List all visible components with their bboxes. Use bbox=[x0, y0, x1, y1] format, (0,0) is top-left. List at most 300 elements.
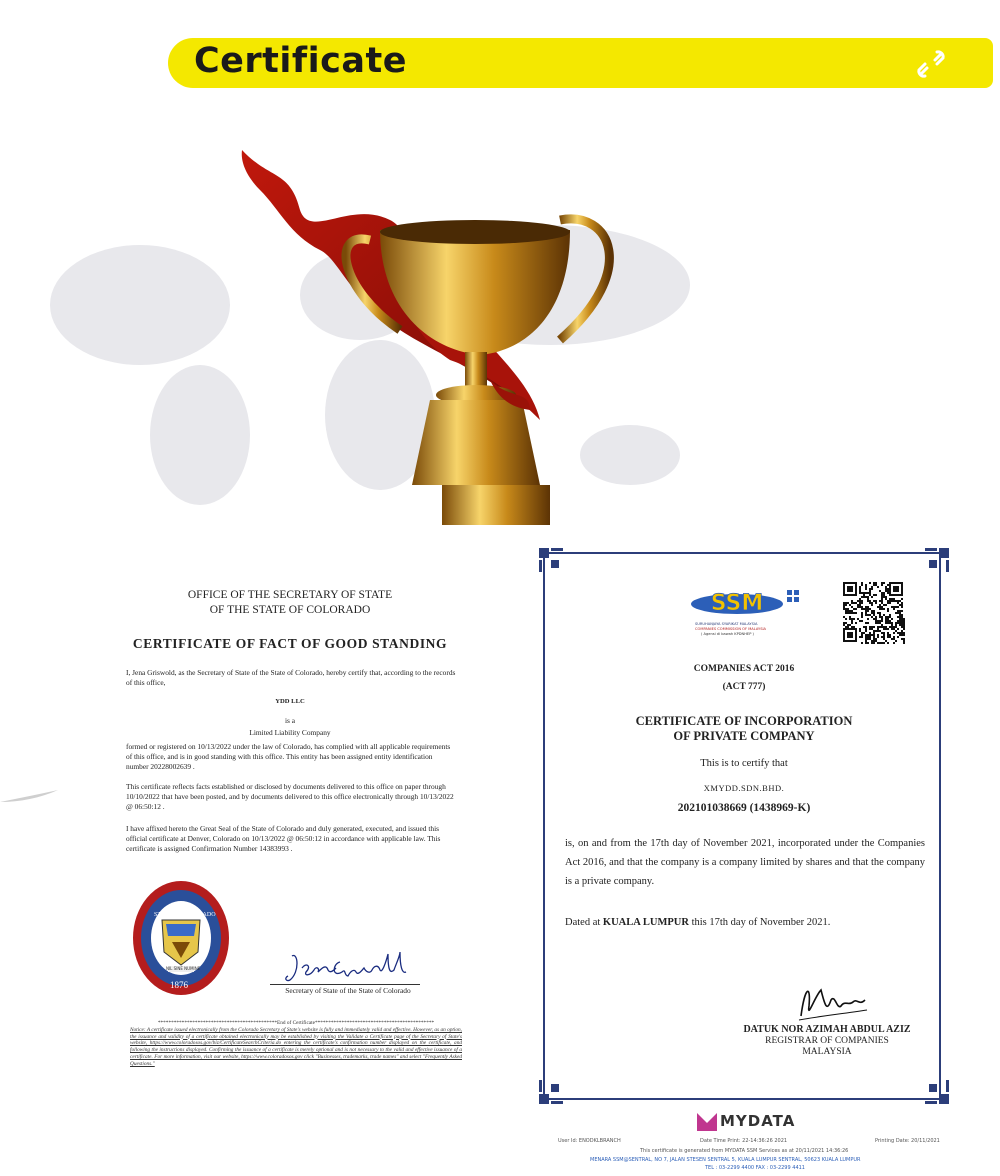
qr-module bbox=[879, 600, 881, 602]
qr-module bbox=[845, 608, 847, 610]
qr-module bbox=[851, 634, 853, 636]
qr-module bbox=[859, 604, 861, 606]
qr-module bbox=[875, 618, 877, 620]
qr-module bbox=[861, 612, 863, 614]
qr-module bbox=[895, 626, 897, 628]
qr-module bbox=[851, 610, 853, 612]
certificate-title-1: CERTIFICATE OF INCORPORATION bbox=[635, 714, 853, 728]
qr-module bbox=[861, 616, 863, 618]
qr-module bbox=[901, 618, 903, 620]
qr-module bbox=[865, 592, 867, 594]
qr-module bbox=[887, 642, 889, 644]
dated-prefix: Dated at bbox=[565, 917, 603, 928]
qr-module bbox=[843, 602, 845, 604]
qr-module bbox=[843, 588, 845, 590]
ssm-subtitle-2: COMPANIES COMMISSION OF MALAYSIA bbox=[695, 627, 767, 631]
qr-module bbox=[843, 594, 845, 596]
qr-module bbox=[865, 640, 867, 642]
qr-module bbox=[879, 590, 881, 592]
qr-module bbox=[889, 614, 891, 616]
qr-module bbox=[901, 582, 903, 584]
qr-module bbox=[865, 596, 867, 598]
corner-ornament bbox=[537, 546, 565, 574]
qr-module bbox=[899, 604, 901, 606]
qr-module bbox=[901, 592, 903, 594]
qr-module bbox=[897, 616, 899, 618]
qr-module bbox=[901, 586, 903, 588]
qr-module bbox=[869, 626, 871, 628]
qr-module bbox=[865, 636, 867, 638]
qr-module bbox=[897, 600, 899, 602]
qr-module bbox=[891, 582, 893, 584]
qr-module bbox=[887, 618, 889, 620]
qr-module bbox=[891, 594, 893, 596]
qr-module bbox=[871, 616, 873, 618]
qr-module bbox=[873, 638, 875, 640]
qr-module bbox=[899, 624, 901, 626]
qr-module bbox=[903, 628, 905, 630]
qr-module bbox=[883, 634, 885, 636]
qr-module bbox=[887, 616, 889, 618]
qr-module bbox=[855, 594, 857, 596]
qr-module bbox=[851, 590, 853, 592]
qr-module bbox=[895, 600, 897, 602]
qr-module bbox=[901, 614, 903, 616]
qr-module bbox=[883, 626, 885, 628]
qr-module bbox=[861, 636, 863, 638]
qr-module bbox=[891, 626, 893, 628]
qr-module bbox=[873, 636, 875, 638]
qr-module bbox=[881, 620, 883, 622]
qr-module bbox=[893, 586, 895, 588]
qr-module bbox=[869, 608, 871, 610]
qr-module bbox=[855, 630, 857, 632]
qr-module bbox=[885, 620, 887, 622]
qr-module bbox=[855, 638, 857, 640]
mydata-logo-icon bbox=[697, 1113, 717, 1131]
qr-module bbox=[881, 632, 883, 634]
qr-module bbox=[847, 590, 849, 592]
qr-module bbox=[897, 632, 899, 634]
qr-module bbox=[869, 614, 871, 616]
qr-module bbox=[867, 614, 869, 616]
qr-module bbox=[885, 598, 887, 600]
qr-module bbox=[845, 610, 847, 612]
qr-module bbox=[851, 582, 853, 584]
qr-module bbox=[869, 600, 871, 602]
qr-module bbox=[859, 606, 861, 608]
qr-module bbox=[845, 594, 847, 596]
qr-module bbox=[851, 622, 853, 624]
act-number: (ACT 777) bbox=[722, 682, 766, 692]
qr-module bbox=[889, 586, 891, 588]
qr-module bbox=[897, 610, 899, 612]
qr-module bbox=[843, 582, 845, 584]
qr-module bbox=[867, 600, 869, 602]
intro-text: I, Jena Griswold, as the Secretary of State of the State of Colorado, hereby certify that, according to the records of this office, bbox=[126, 668, 456, 687]
qr-module bbox=[891, 628, 893, 630]
colorado-certificate bbox=[110, 580, 470, 1080]
qr-module bbox=[897, 606, 899, 608]
qr-module bbox=[847, 626, 849, 628]
company-name: XMYDD.SDN.BHD. bbox=[703, 783, 785, 793]
qr-module bbox=[883, 592, 885, 594]
qr-module bbox=[859, 588, 861, 590]
qr-module bbox=[855, 582, 857, 584]
qr-module bbox=[897, 628, 899, 630]
qr-module bbox=[879, 642, 881, 644]
qr-module bbox=[895, 640, 897, 642]
qr-module bbox=[863, 608, 865, 610]
qr-module bbox=[877, 626, 879, 628]
qr-module bbox=[879, 608, 881, 610]
qr-module bbox=[877, 622, 879, 624]
qr-module bbox=[885, 604, 887, 606]
qr-module bbox=[871, 626, 873, 628]
qr-module bbox=[853, 594, 855, 596]
qr-module bbox=[865, 588, 867, 590]
paragraph-3: I have affixed hereto the Great Seal of the State of Colorado and duly generated, executed, and issued this official certificate at Denver, Colorado on 10/13/2022 @ 06:50:12 in accordance with applicable law. This certificate is assigned Confirmation Number 14383993 . bbox=[126, 824, 441, 853]
qr-module bbox=[889, 636, 891, 638]
qr-module bbox=[877, 628, 879, 630]
qr-module bbox=[891, 600, 893, 602]
qr-module bbox=[847, 640, 849, 642]
qr-module bbox=[867, 608, 869, 610]
qr-module bbox=[843, 638, 845, 640]
qr-module bbox=[879, 612, 881, 614]
qr-module bbox=[899, 616, 901, 618]
qr-module bbox=[899, 622, 901, 624]
qr-module bbox=[897, 588, 899, 590]
registrar-name: DATUK NOR AZIMAH ABDUL AZIZ bbox=[743, 1024, 911, 1035]
qr-module bbox=[869, 582, 871, 584]
qr-module bbox=[893, 608, 895, 610]
qr-module bbox=[867, 636, 869, 638]
qr-module bbox=[851, 586, 853, 588]
qr-module bbox=[887, 590, 889, 592]
qr-module bbox=[873, 600, 875, 602]
qr-module bbox=[901, 602, 903, 604]
colorado-seal bbox=[132, 880, 230, 996]
qr-module bbox=[861, 632, 863, 634]
certificate-title-2: OF PRIVATE COMPANY bbox=[673, 729, 815, 743]
qr-module bbox=[885, 586, 887, 588]
qr-module bbox=[847, 624, 849, 626]
qr-module bbox=[849, 616, 851, 618]
qr-module bbox=[881, 608, 883, 610]
mydata-logo: MYDATA bbox=[720, 1112, 796, 1130]
qr-module bbox=[887, 636, 889, 638]
qr-module bbox=[901, 606, 903, 608]
qr-module bbox=[873, 618, 875, 620]
corner-ornament bbox=[537, 1078, 565, 1106]
qr-module bbox=[903, 634, 905, 636]
qr-module bbox=[901, 584, 903, 586]
dated-line bbox=[565, 913, 925, 932]
qr-module bbox=[901, 590, 903, 592]
qr-module bbox=[901, 594, 903, 596]
qr-module bbox=[865, 634, 867, 636]
qr-module bbox=[843, 636, 845, 638]
qr-module bbox=[867, 638, 869, 640]
trophy-image bbox=[230, 140, 650, 525]
qr-module bbox=[857, 606, 859, 608]
qr-code[interactable] bbox=[843, 582, 905, 644]
qr-module bbox=[893, 636, 895, 638]
qr-module bbox=[889, 602, 891, 604]
qr-module bbox=[895, 588, 897, 590]
qr-module bbox=[893, 582, 895, 584]
qr-module bbox=[849, 594, 851, 596]
qr-module bbox=[875, 638, 877, 640]
qr-module bbox=[873, 610, 875, 612]
qr-module bbox=[901, 610, 903, 612]
qr-module bbox=[875, 622, 877, 624]
qr-module bbox=[887, 628, 889, 630]
qr-module bbox=[873, 626, 875, 628]
qr-module bbox=[871, 596, 873, 598]
qr-module bbox=[845, 618, 847, 620]
qr-module bbox=[879, 616, 881, 618]
qr-module bbox=[867, 634, 869, 636]
qr-module bbox=[885, 596, 887, 598]
qr-module bbox=[897, 602, 899, 604]
qr-module bbox=[849, 640, 851, 642]
signature-image bbox=[280, 942, 420, 990]
qr-module bbox=[903, 624, 905, 626]
qr-module bbox=[885, 618, 887, 620]
qr-module bbox=[861, 592, 863, 594]
qr-module bbox=[895, 594, 897, 596]
qr-module bbox=[893, 594, 895, 596]
qr-module bbox=[883, 582, 885, 584]
qr-module bbox=[865, 642, 867, 644]
qr-module bbox=[853, 602, 855, 604]
qr-module bbox=[849, 590, 851, 592]
qr-module bbox=[851, 632, 853, 634]
qr-module bbox=[861, 596, 863, 598]
qr-module bbox=[863, 596, 865, 598]
qr-module bbox=[869, 602, 871, 604]
qr-module bbox=[847, 612, 849, 614]
qr-module bbox=[859, 592, 861, 594]
qr-module bbox=[851, 628, 853, 630]
qr-module bbox=[881, 602, 883, 604]
qr-module bbox=[873, 642, 875, 644]
qr-module bbox=[885, 590, 887, 592]
qr-module bbox=[859, 602, 861, 604]
qr-module bbox=[847, 628, 849, 630]
notice-text: Notice: A certificate issued electronically from the Colorado Secretary of State's website is fully and immediately valid and effective. However, as an option, the issuance and validity of a certificate obtained electronically may be established by visiting the Validate a Certificate page of the Secretary of State's website, https://www.coloradosos.gov/biz/CertificateSearchCriteria.do entering the certificate's confirmation number displayed on the certificate, and following the instructions displayed. Confirming the issuance of a certificate is merely optional and is not necessary to the valid and effective issuance of a certificate. For more information, visit our website, https://www.coloradosos.gov click "Businesses, trademarks, trade names" and select "Frequently Asked Questions." bbox=[130, 1026, 462, 1067]
qr-module bbox=[861, 620, 863, 622]
registrar-country: MALAYSIA bbox=[802, 1047, 852, 1057]
qr-module bbox=[879, 614, 881, 616]
qr-module bbox=[843, 632, 845, 634]
qr-module bbox=[849, 586, 851, 588]
ssm-subtitle-1: SURUHANJAYA SYARIKAT MALAYSIA bbox=[695, 622, 758, 626]
qr-module bbox=[899, 634, 901, 636]
qr-module bbox=[887, 620, 889, 622]
office-line-1: OFFICE OF THE SECRETARY OF STATE bbox=[187, 589, 393, 601]
qr-module bbox=[859, 628, 861, 630]
qr-module bbox=[881, 616, 883, 618]
office-heading bbox=[110, 588, 470, 618]
qr-module bbox=[859, 598, 861, 600]
qr-module bbox=[855, 586, 857, 588]
qr-module bbox=[861, 600, 863, 602]
qr-module bbox=[843, 586, 845, 588]
qr-module bbox=[875, 620, 877, 622]
link-icon[interactable] bbox=[913, 46, 949, 82]
qr-module bbox=[843, 630, 845, 632]
qr-module bbox=[855, 612, 857, 614]
qr-module bbox=[875, 616, 877, 618]
qr-module bbox=[871, 610, 873, 612]
qr-module bbox=[877, 636, 879, 638]
qr-module bbox=[867, 610, 869, 612]
qr-module bbox=[891, 598, 893, 600]
qr-module bbox=[901, 634, 903, 636]
footer-generated: This certificate is generated from MYDATA SSM Services as at 20/11/2021 14:36:26 bbox=[640, 1148, 849, 1154]
qr-module bbox=[873, 614, 875, 616]
qr-module bbox=[865, 626, 867, 628]
qr-module bbox=[851, 588, 853, 590]
qr-module bbox=[865, 630, 867, 632]
qr-module bbox=[901, 638, 903, 640]
qr-module bbox=[865, 622, 867, 624]
qr-module bbox=[851, 600, 853, 602]
qr-module bbox=[879, 630, 881, 632]
certify-text: This is to certify that bbox=[700, 758, 788, 769]
qr-module bbox=[851, 606, 853, 608]
qr-module bbox=[873, 582, 875, 584]
qr-module bbox=[849, 632, 851, 634]
qr-module bbox=[887, 634, 889, 636]
qr-module bbox=[897, 582, 899, 584]
qr-module bbox=[889, 598, 891, 600]
qr-module bbox=[875, 582, 877, 584]
qr-module bbox=[849, 634, 851, 636]
qr-module bbox=[867, 618, 869, 620]
qr-module bbox=[901, 626, 903, 628]
qr-module bbox=[849, 588, 851, 590]
qr-module bbox=[899, 610, 901, 612]
qr-module bbox=[863, 594, 865, 596]
qr-module bbox=[855, 634, 857, 636]
qr-module bbox=[895, 612, 897, 614]
qr-module bbox=[855, 640, 857, 642]
qr-module bbox=[897, 590, 899, 592]
qr-module bbox=[869, 638, 871, 640]
qr-module bbox=[897, 620, 899, 622]
qr-module bbox=[853, 640, 855, 642]
qr-module bbox=[845, 602, 847, 604]
qr-module bbox=[853, 628, 855, 630]
qr-module bbox=[873, 612, 875, 614]
qr-module bbox=[901, 588, 903, 590]
qr-module bbox=[889, 622, 891, 624]
qr-module bbox=[879, 622, 881, 624]
qr-module bbox=[843, 622, 845, 624]
qr-module bbox=[889, 594, 891, 596]
qr-module bbox=[895, 582, 897, 584]
qr-module bbox=[843, 640, 845, 642]
qr-module bbox=[899, 600, 901, 602]
qr-module bbox=[855, 628, 857, 630]
seal-year: 1876 bbox=[170, 980, 188, 990]
qr-module bbox=[889, 592, 891, 594]
signature-caption: Secretary of State of the State of Colorado bbox=[285, 986, 411, 995]
qr-module bbox=[861, 582, 863, 584]
qr-module bbox=[881, 584, 883, 586]
qr-module bbox=[853, 626, 855, 628]
qr-module bbox=[873, 630, 875, 632]
qr-module bbox=[871, 586, 873, 588]
qr-module bbox=[893, 600, 895, 602]
qr-module bbox=[895, 586, 897, 588]
qr-module bbox=[867, 598, 869, 600]
qr-module bbox=[897, 622, 899, 624]
act-title: COMPANIES ACT 2016 bbox=[693, 664, 795, 674]
certificate-title: CERTIFICATE OF FACT OF GOOD STANDING bbox=[132, 636, 448, 651]
qr-module bbox=[875, 594, 877, 596]
qr-module bbox=[853, 612, 855, 614]
qr-module bbox=[887, 592, 889, 594]
qr-module bbox=[897, 586, 899, 588]
registrar-signature bbox=[791, 976, 871, 1026]
paragraph-1: formed or registered on 10/13/2022 under the law of Colorado, has complied with all applicable requirements of this office, and is in good standing with this office. This entity has been assigned entity identification number 20228002639 . bbox=[126, 742, 451, 771]
qr-module bbox=[865, 614, 867, 616]
qr-module bbox=[873, 594, 875, 596]
qr-module bbox=[871, 612, 873, 614]
malaysia-certificate bbox=[537, 546, 951, 1106]
qr-module bbox=[849, 604, 851, 606]
corner-ornament bbox=[923, 1078, 951, 1106]
qr-module bbox=[899, 594, 901, 596]
qr-module bbox=[879, 626, 881, 628]
qr-module bbox=[893, 632, 895, 634]
qr-module bbox=[889, 588, 891, 590]
qr-module bbox=[855, 590, 857, 592]
qr-module bbox=[849, 610, 851, 612]
qr-module bbox=[875, 640, 877, 642]
qr-module bbox=[903, 638, 905, 640]
page-title: Certificate bbox=[194, 41, 407, 81]
qr-module bbox=[901, 604, 903, 606]
qr-module bbox=[865, 584, 867, 586]
qr-module bbox=[883, 596, 885, 598]
qr-module bbox=[865, 628, 867, 630]
qr-module bbox=[867, 596, 869, 598]
qr-module bbox=[855, 602, 857, 604]
qr-module bbox=[883, 614, 885, 616]
header-bar bbox=[168, 38, 993, 88]
qr-module bbox=[885, 622, 887, 624]
qr-module bbox=[845, 612, 847, 614]
qr-module bbox=[903, 622, 905, 624]
qr-module bbox=[853, 618, 855, 620]
qr-module bbox=[873, 632, 875, 634]
decorative-swoosh bbox=[0, 790, 60, 804]
qr-module bbox=[867, 642, 869, 644]
qr-module bbox=[877, 586, 879, 588]
qr-module bbox=[869, 594, 871, 596]
certificate-notice bbox=[130, 1020, 462, 1068]
qr-module bbox=[889, 626, 891, 628]
entity-type: Limited Liability Company bbox=[249, 728, 331, 737]
qr-module bbox=[885, 640, 887, 642]
qr-module bbox=[853, 608, 855, 610]
